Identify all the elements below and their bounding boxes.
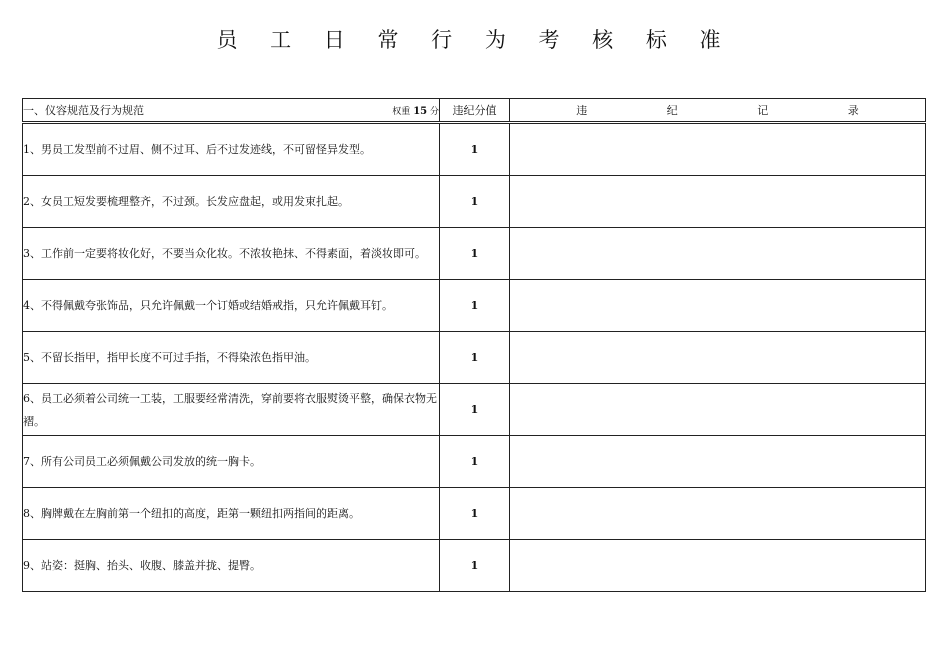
score-column-header: 违纪分值 [440,99,510,123]
table-row [23,176,926,228]
table-header-row [23,99,926,123]
table-row [23,280,926,332]
penalty-score: 1 [440,123,510,176]
penalty-score: 1 [440,436,510,488]
rule-text: 5、不留长指甲，指甲长度不可过手指，不得染浓色指甲油。 [23,332,440,384]
violation-record-cell[interactable] [510,123,926,176]
table-row [23,436,926,488]
penalty-score: 1 [440,176,510,228]
weight-unit: 分 [429,106,439,117]
document-title: 员 工 日 常 行 为 考 核 标 准 [216,28,734,52]
rule-text: 2、女员工短发要梳理整齐，不过颈。长发应盘起，或用发束扎起。 [23,176,440,228]
rule-text: 4、不得佩戴夸张饰品，只允许佩戴一个订婚或结婚戒指，只允许佩戴耳钉。 [23,280,440,332]
table-row [23,540,926,592]
penalty-score: 1 [440,540,510,592]
section-weight [392,104,439,117]
rule-text: 8、胸牌戴在左胸前第一个纽扣的高度，距第一颗纽扣两指间的距离。 [23,488,440,540]
section-header-cell [23,99,440,123]
rule-text: 6、员工必须着公司统一工装，工服要经常清洗，穿前要将衣服熨烫平整，确保衣物无褶。 [23,384,440,436]
rule-text: 1、男员工发型前不过眉、侧不过耳、后不过发迹线，不可留怪异发型。 [23,123,440,176]
violation-record-cell[interactable] [510,436,926,488]
violation-record-cell[interactable] [510,384,926,436]
table-row [23,228,926,280]
record-column-header: 违 纪 记 录 [510,99,926,123]
violation-record-cell[interactable] [510,332,926,384]
table-row [23,488,926,540]
weight-value: 15 [413,105,428,117]
rule-text: 7、所有公司员工必须佩戴公司发放的统一胸卡。 [23,436,440,488]
section-title: 一、仪容规范及行为规范 [23,104,144,117]
penalty-score: 1 [440,488,510,540]
violation-record-cell[interactable] [510,176,926,228]
weight-prefix: 权重 [392,106,411,117]
rule-text: 3、工作前一定要将妆化好，不要当众化妆。不浓妆艳抹、不得素面，着淡妆即可。 [23,228,440,280]
penalty-score: 1 [440,280,510,332]
violation-record-cell[interactable] [510,280,926,332]
violation-record-cell[interactable] [510,228,926,280]
violation-record-cell[interactable] [510,488,926,540]
conduct-standards-table [22,98,926,592]
penalty-score: 1 [440,228,510,280]
table-row [23,384,926,436]
violation-record-cell[interactable] [510,540,926,592]
rule-text: 9、站姿：挺胸、抬头、收腹、膝盖并拢、提臀。 [23,540,440,592]
table-row [23,123,926,176]
table-row [23,332,926,384]
penalty-score: 1 [440,384,510,436]
penalty-score: 1 [440,332,510,384]
